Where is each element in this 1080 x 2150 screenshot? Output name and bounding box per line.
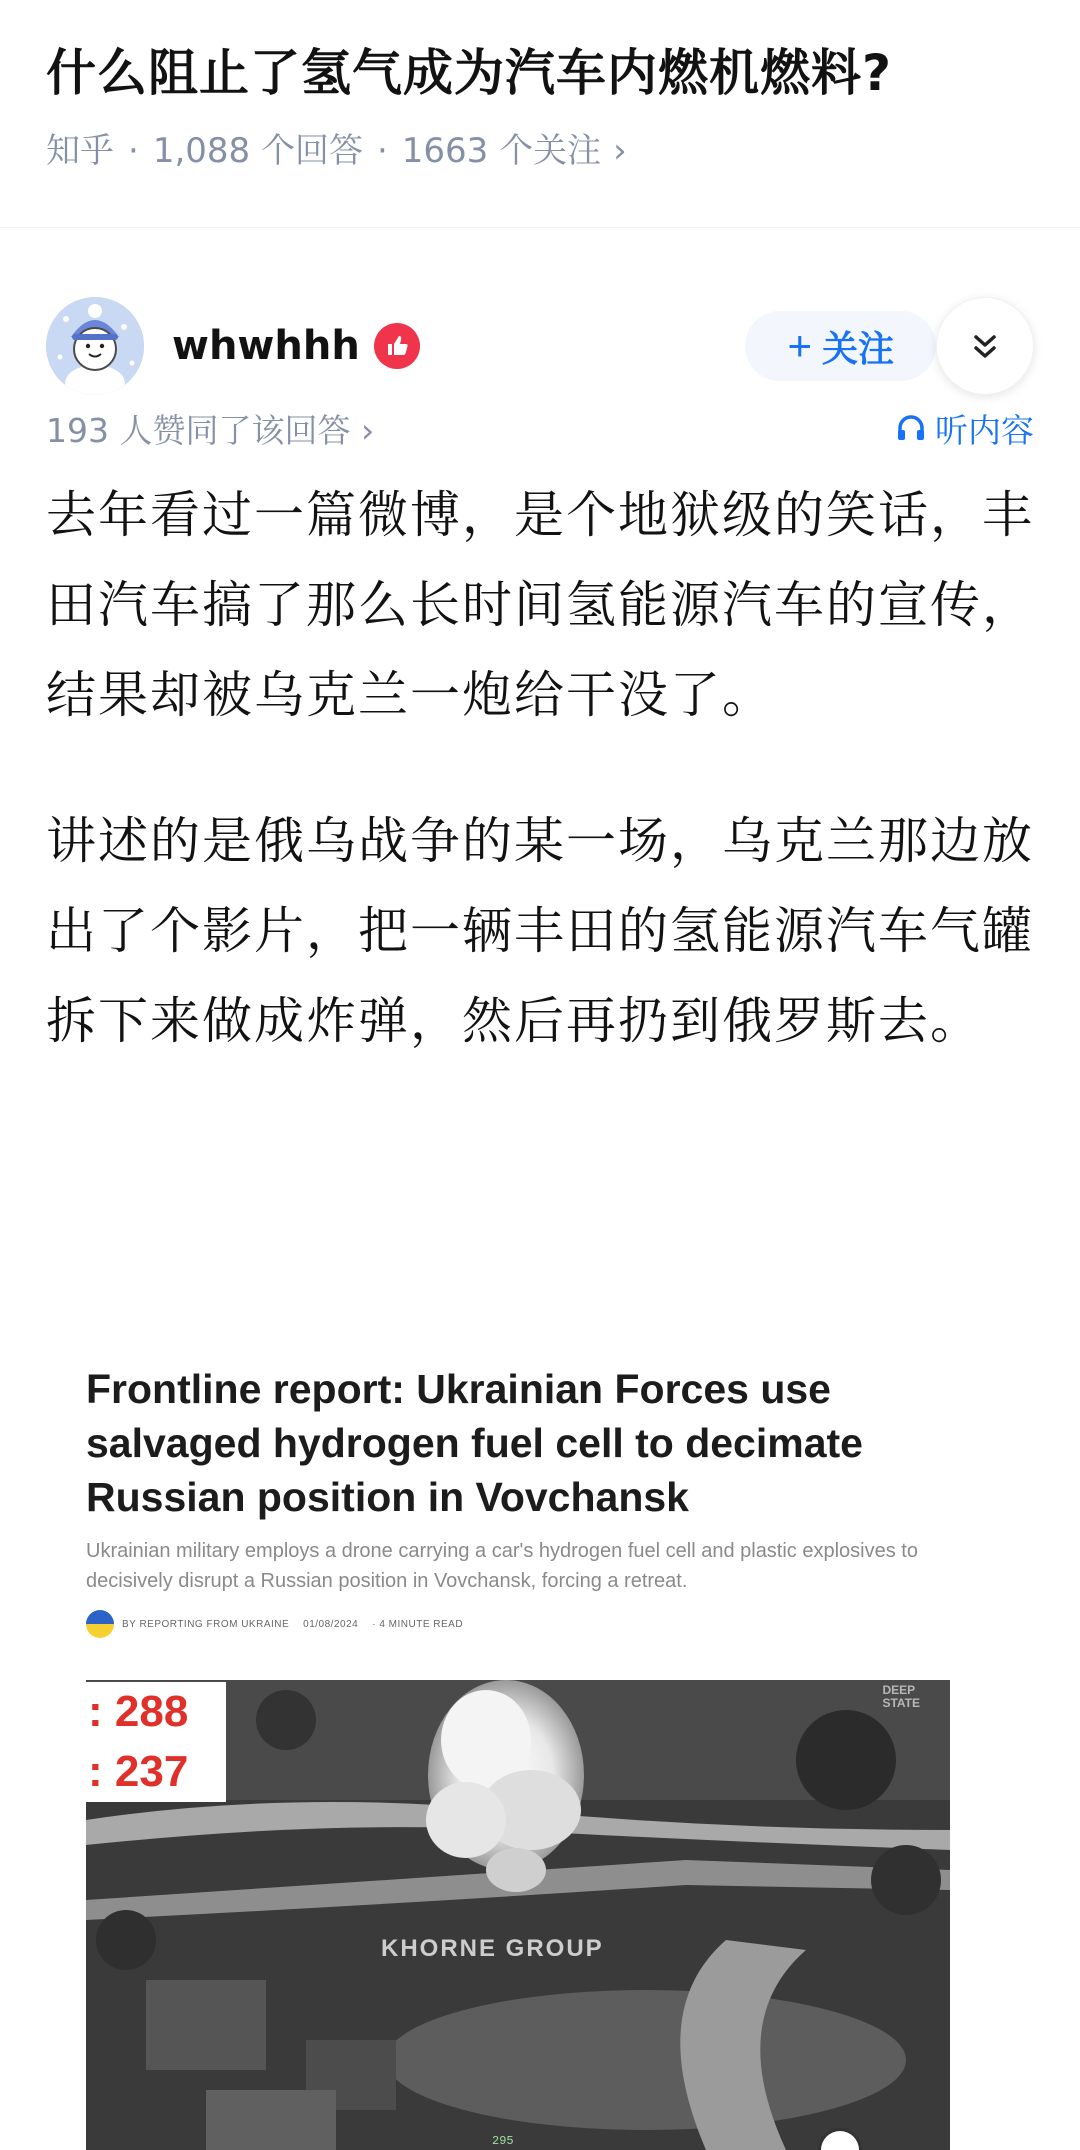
chevron-right-icon: › [613,131,627,171]
follow-label: 关注 [821,327,894,369]
hud-readout: 295 [492,2134,514,2148]
answer-paragraph: 去年看过一篇微博，是个地狱级的笑话，丰田汽车搞了那么长时间氢能源汽车的宣传，结果却被乌克兰一炮给干没了。 [46,486,1034,724]
plus-icon: + [787,322,812,369]
article-byline [86,1610,477,1638]
question-meta[interactable] [46,128,1034,174]
expand-more-button[interactable] [936,297,1034,395]
question-source[interactable]: 知乎 [46,131,114,171]
headphones-icon [895,412,927,444]
agree-count[interactable]: 193 人赞同了该回答 › [46,410,375,450]
byline-author: BY REPORTING FROM UKRAINE [122,1618,290,1630]
answer-content [0,470,1080,1066]
question-header [0,0,1080,228]
listen-label: 听内容 [935,410,1034,450]
follow-button[interactable] [745,311,936,381]
article-subtitle: Ukrainian military employs a drone carrying a car's hydrogen fuel cell and plastic explosives to decisively disrupt a Russian position in Vovchansk, forcing a retreat. [86,1540,918,1592]
ukraine-flag-icon [86,1610,114,1638]
answer-stats [0,398,1080,458]
article-title: Frontline report: Ukrainian Forces use salvaged hydrogen fuel cell to decimate Russian position in Vovchansk [86,1366,863,1520]
video-watermark: KHORNE GROUP [381,1935,604,1962]
follower-count[interactable]: 1663 个关注 [401,131,602,171]
answer-count[interactable]: 1,088 个回答 [152,131,363,171]
author-row [0,252,1080,394]
drone-video-frame[interactable] [86,1680,950,2150]
channel-logo-line: STATE [882,1696,920,1710]
thumb-up-badge-icon [374,323,420,369]
author-name[interactable]: whwhhh [172,323,360,369]
avatar[interactable] [46,297,144,395]
channel-logo [882,1684,920,1710]
listen-button[interactable] [895,405,1034,452]
meta-separator: · [376,131,388,171]
meta-separator: · [128,131,139,171]
thumb-up-icon [383,332,411,360]
question-title[interactable]: 什么阻止了氢气成为汽车内燃机燃料? [46,44,893,102]
byline-readtime: · 4 MINUTE READ [372,1618,464,1630]
kill-counter: : 237 [86,1742,226,1802]
answer-paragraph: 讲述的是俄乌战争的某一场，乌克兰那边放出了个影片，把一辆丰田的氢能源汽车气罐拆下来做成炸弹，然后再扔到俄罗斯去。 [46,812,1034,1050]
avatar-snowman-icon [46,297,144,395]
embedded-article-image[interactable] [46,1340,1036,2150]
kill-counter: : 288 [86,1682,226,1742]
byline-date: 01/08/2024 [303,1618,359,1630]
double-chevron-down-icon [968,329,1002,363]
channel-logo-line: DEEP [882,1683,916,1697]
